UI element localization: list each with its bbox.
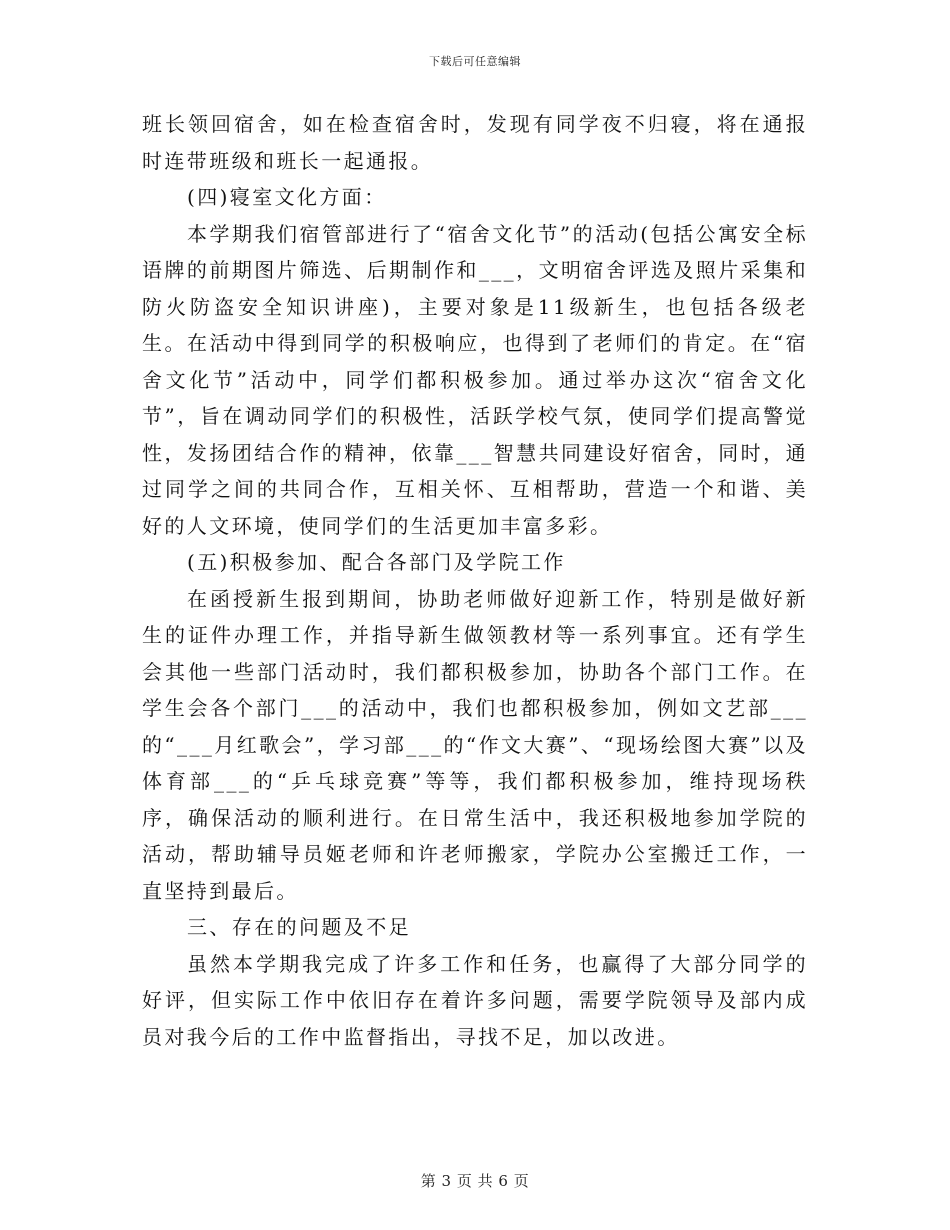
paragraph-dorm-culture: 本学期我们宿管部进行了“宿舍文化节”的活动(包括公寓安全标语牌的前期图片筛选、后期制作和___，文明宿舍评选及照片采集和防火防盗安全知识讲座)，主要对象是11级新生，也包括各级老生。在活动中得到同学的积极响应，也得到了老师们的肯定。在“宿舍文化节”活动中，同学们都积极参加。通过举办这次“宿舍文化节”，旨在调动同学们的积极性，活跃学校气氛，使同学们提高警觉性，发扬团结合作的精神，依靠___智慧共同建设好宿舍，同时，通过同学之间的共同合作，互相关怀、互相帮助，营造一个和谐、美好的人文环境，使同学们的生活更加丰富多彩。 xyxy=(142,221,808,538)
paragraph-problems: 虽然本学期我完成了许多工作和任务，也赢得了大部分同学的好评，但实际工作中依旧存在着许多问题，需要学院领导及部内成员对我今后的工作中监督指出，寻找不足，加以改进。 xyxy=(142,951,808,1049)
paragraph-continuation: 班长领回宿舍，如在检查宿舍时，发现有同学夜不归寝，将在通报时连带班级和班长一起通报。 xyxy=(142,112,808,173)
paragraph-cooperation: 在函授新生报到期间，协助老师做好迎新工作，特别是做好新生的证件办理工作，并指导新生做领教材等一系列事宜。还有学生会其他一些部门活动时，我们都积极参加，协助各个部门工作。在学生会各个部门___的活动中，我们也都积极参加，例如文艺部___的“___月红歌会”，学习部___的“作文大赛”、“现场绘图大赛”以及体育部___的“乒乓球竞赛”等等，我们都积极参加，维持现场秩序，确保活动的顺利进行。在日常生活中，我还积极地参加学院的活动，帮助辅导员姬老师和许老师搬家，学院办公室搬迁工作，一直坚持到最后。 xyxy=(142,586,808,903)
section-heading-problems: 三、存在的问题及不足 xyxy=(187,915,411,939)
page-header: 下载后可任意编辑 xyxy=(429,55,521,68)
page-number: 第 3 页 共 6 页 xyxy=(420,1172,530,1190)
section-heading-dorm-culture: (四)寝室文化方面： xyxy=(187,185,387,209)
section-heading-cooperation: (五)积极参加、配合各部门及学院工作 xyxy=(187,550,566,574)
document-body xyxy=(142,106,808,1055)
